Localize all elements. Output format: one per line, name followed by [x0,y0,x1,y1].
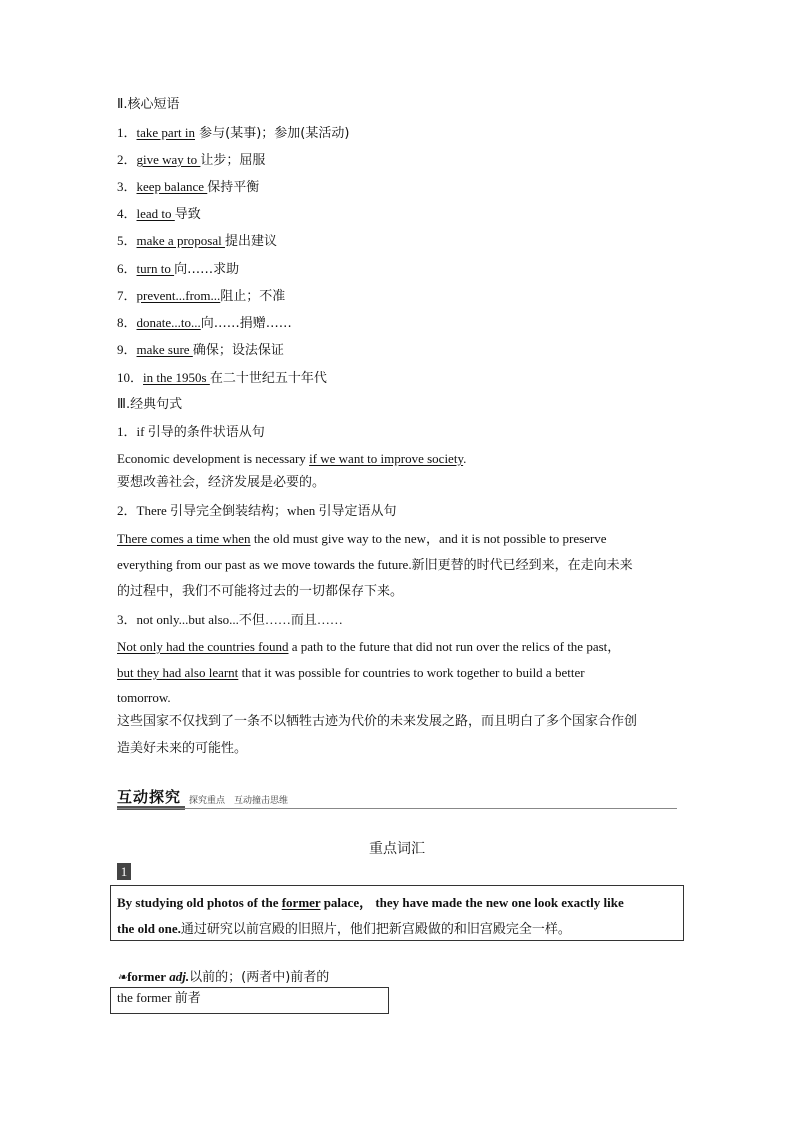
phrase-english: make sure [136,342,193,357]
definition-word: former [127,969,167,984]
section3-heading: Ⅲ.经典句式 [117,397,183,412]
phrase-meaning: 提出建议 [224,234,277,249]
text: By studying old photos of the [117,895,282,910]
explore-subtitle: 探究重点 互动撞击思维 [189,796,289,806]
text: palace， they have made the new one look exactly like [320,895,624,910]
phrase-number: 1． [117,125,137,140]
phrase-english: make a proposal [136,233,225,248]
text: 新旧更替的时代已经到来，在走向未来 [411,558,633,573]
phrase-item [117,260,239,279]
phrase-text: the former 前者 [117,990,201,1005]
phrase-english: keep balance [136,179,208,194]
phrase-meaning: 在二十世纪五十年代 [209,371,327,386]
sentence3-title: 3．not only...but also...不但……而且…… [117,612,343,627]
phrase-meaning: 向……求助 [174,262,240,277]
example-en-line1 [117,890,677,916]
phrase-box [110,987,389,1014]
phrase-number: 9． [117,342,137,357]
text: the old one. [117,921,181,936]
definition-line [117,968,329,987]
definition-mark-icon: ❧ [117,970,128,984]
text: 通过研究以前宫殿的旧照片，他们把新宫殿做的和旧宫殿完全一样。 [180,922,571,937]
underlined-text: if we want to improve society [309,451,464,466]
explore-header [117,786,677,812]
explore-title: 互动探究 [117,788,182,806]
sentence2-en-line1 [117,530,607,548]
sentence2-title: 2．There 引导完全倒装结构；when 引导定语从句 [117,503,397,518]
phrase-english: in the 1950s [143,370,210,385]
text: . [463,451,467,466]
phrase-english: donate...to... [136,315,201,330]
sentence3-en-line2 [117,664,585,682]
example-box [110,885,684,941]
sentence1-title: 1．if 引导的条件状语从句 [117,424,265,439]
phrase-number: 2． [117,152,137,167]
definition-meaning: 以前的；(两者中)前者的 [189,970,330,985]
phrase-item [117,205,201,224]
phrase-number: 10． [117,370,144,385]
phrase-item [117,287,285,306]
text: the old must give way to the new，and it is not possible to preserve [250,531,607,546]
text: Economic development is necessary [117,451,310,466]
phrase-item [117,314,292,333]
phrase-number: 7． [117,288,137,303]
phrase-english: give way to [136,152,201,167]
phrase-meaning: 保持平衡 [207,180,260,195]
underlined-text: Not only had the countries found [117,639,289,654]
sentence2-en-line2 [117,556,633,575]
vocab-title: 重点词汇 [369,841,425,857]
phrase-item [117,178,259,197]
definition-pos: adj. [169,969,190,984]
phrase-item [117,341,284,360]
phrase-meaning: 阻止；不准 [220,289,286,304]
sentence1-cn: 要想改善社会，经济发展是必要的。 [117,475,326,490]
sentence2-cn: 的过程中，我们不可能将过去的一切都保存下来。 [117,584,404,599]
phrase-item [117,232,277,251]
underlined-text: former [281,895,321,910]
underlined-text: but they had also learnt [117,665,239,680]
underlined-text: There comes a time when [117,531,251,546]
item-number-badge: 1 [117,863,131,880]
phrase-meaning: 向……捐赠…… [200,316,292,331]
phrase-english: lead to [136,206,175,221]
phrase-english: prevent...from... [136,288,221,303]
sentence3-en-line1 [117,638,620,656]
phrase-item [117,151,265,170]
header-divider [117,808,677,809]
example-line2 [117,916,677,943]
section2-heading: Ⅱ.核心短语 [117,97,180,112]
text: a path to the future that did not run over the relics of the past， [288,639,621,654]
sentence3-cn-line2: 造美好未来的可能性。 [117,741,248,756]
phrase-number: 5． [117,233,137,248]
sentence1-en [117,450,466,468]
phrase-number: 8． [117,315,137,330]
phrase-meaning: 参与(某事)；参加(某活动) [195,126,350,141]
phrase-meaning: 导致 [174,207,201,222]
phrase-item [117,124,349,143]
phrase-number: 4． [117,206,137,221]
phrase-item [117,369,327,388]
phrase-number: 6． [117,261,137,276]
phrase-meaning: 确保；设法保证 [192,343,284,358]
text: that it was possible for countries to work together to build a better [238,665,585,680]
phrase-meaning: 让步；屈服 [200,153,266,168]
sentence3-en-line3: tomorrow. [117,690,171,705]
phrase-number: 3． [117,179,137,194]
phrase-english: take part in [136,125,195,140]
sentence3-cn-line1: 这些国家不仅找到了一条不以牺牲古迹为代价的未来发展之路，而且明白了多个国家合作创 [117,714,638,729]
text: everything from our past as we move towards the future. [117,557,412,572]
phrase-english: turn to [136,261,175,276]
